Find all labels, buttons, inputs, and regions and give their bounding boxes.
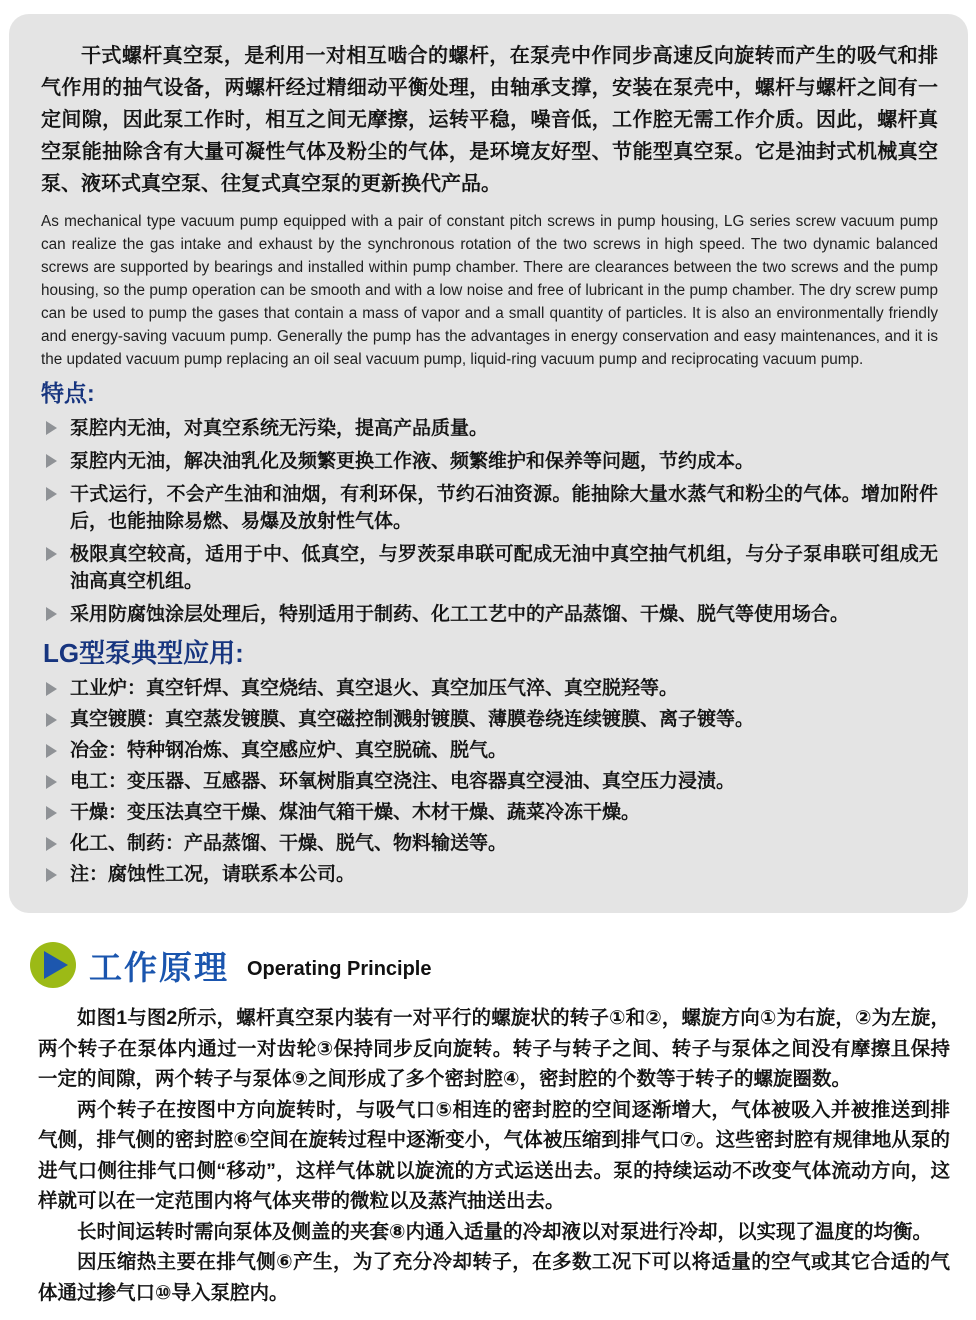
section-header [30,939,976,991]
bullet-arrow-icon [46,713,57,727]
feature-item [41,448,938,475]
intro-panel [9,14,968,913]
play-icon [30,942,76,988]
application-item-text: 真空镀膜：真空蒸发镀膜、真空磁控制溅射镀膜、薄膜卷绕连续镀膜、离子镀等。 [70,709,755,730]
application-item-text: 干燥：变压法真空干燥、煤油气箱干燥、木材干燥、蔬菜冷冻干燥。 [70,802,641,823]
application-item [41,831,938,856]
application-item-text: 冶金：特种钢冶炼、真空感应炉、真空脱硫、脱气。 [70,740,508,761]
application-item [41,862,938,887]
applications-list [41,676,938,887]
principle-paragraph: 两个转子在按图中方向旋转时，与吸气口⑤相连的密封腔的空间逐渐增大，气体被吸入并被推送到排气侧，排气侧的密封腔⑥空间在旋转过程中逐渐变小，气体被压缩到排气口⑦。这些密封腔有规律地从泵的进气口侧往排气口侧“移动”，这样气体就以旋流的方式运送出去。泵的持续运动不改变气体流动方向，这样就可以在一定范围内将气体夹带的微粒以及蒸汽抽送出去。 [38,1098,950,1212]
principle-body [38,1003,950,1308]
feature-item-text: 泵腔内无油，对真空系统无污染，提高产品质量。 [70,418,489,439]
play-triangle-icon [44,951,68,979]
section-title-zh: 工作原理 [89,948,229,986]
bullet-arrow-icon [46,607,57,621]
bullet-arrow-icon [46,454,57,468]
bullet-arrow-icon [46,547,57,561]
application-item [41,676,938,701]
feature-item [41,481,938,535]
application-item [41,769,938,794]
bullet-arrow-icon [46,744,57,758]
section-title-en: Operating Principle [247,957,432,980]
features-list [41,415,938,628]
features-heading: 特点: [41,380,95,406]
bullet-arrow-icon [46,806,57,820]
feature-item [41,541,938,595]
application-item-text: 工业炉：真空钎焊、真空烧结、真空退火、真空加压气淬、真空脱羟等。 [70,678,679,699]
feature-item [41,601,938,628]
feature-item-text: 极限真空较高，适用于中、低真空，与罗茨泵串联可配成无油中真空抽气机组，与分子泵串联可组成无油高真空机组。 [70,544,938,592]
feature-item-text: 泵腔内无油，解决油乳化及频繁更换工作液、频繁维护和保养等问题，节约成本。 [70,451,755,472]
principle-paragraph: 因压缩热主要在排气侧⑥产生，为了充分冷却转子，在多数工况下可以将适量的空气或其它合适的气体通过掺气口⑩导入泵腔内。 [38,1251,950,1304]
feature-item-text: 干式运行，不会产生油和油烟，有利环保，节约石油资源。能抽除大量水蒸气和粉尘的气体。增加附件后，也能抽除易燃、易爆及放射性气体。 [70,484,938,532]
intro-paragraph-zh: 干式螺杆真空泵，是利用一对相互啮合的螺杆，在泵壳中作同步高速反向旋转而产生的吸气和排气作用的抽气设备，两螺杆经过精细动平衡处理，由轴承支撑，安装在泵壳中，螺杆与螺杆之间有一定间隙，因此泵工作时，相互之间无摩擦，运转平稳，噪音低，工作腔无需工作介质。因此，螺杆真空泵能抽除含有大量可凝性气体及粉尘的气体，是环境友好型、节能型真空泵。它是油封式机械真空泵、液环式真空泵、往复式真空泵的更新换代产品。 [41,45,938,195]
operating-principle-section [0,939,976,1308]
principle-paragraph: 长时间运转时需向泵体及侧盖的夹套⑧内通入适量的冷却液以对泵进行冷却，以实现了温度的均衡。 [77,1220,933,1243]
bullet-arrow-icon [46,487,57,501]
bullet-arrow-icon [46,421,57,435]
application-item-text: 化工、制药：产品蒸馏、干燥、脱气、物料输送等。 [70,833,508,854]
application-item-text: 注：腐蚀性工况，请联系本公司。 [70,864,356,885]
feature-item [41,415,938,442]
bullet-arrow-icon [46,868,57,882]
bullet-arrow-icon [46,775,57,789]
application-item [41,738,938,763]
bullet-arrow-icon [46,837,57,851]
feature-item-text: 采用防腐蚀涂层处理后，特别适用于制药、化工工艺中的产品蒸馏、干燥、脱气等使用场合。 [70,604,850,625]
application-item [41,707,938,732]
application-item [41,800,938,825]
principle-paragraph: 如图1与图2所示，螺杆真空泵内装有一对平行的螺旋状的转子①和②，螺旋方向①为右旋，②为左旋，两个转子在泵体内通过一对齿轮③保持同步反向旋转。转子与转子之间、转子与泵体之间没有摩擦且保持一定的间隙，两个转子与泵体⑨之间形成了多个密封腔④，密封腔的个数等于转子的螺旋圈数。 [38,1007,950,1090]
application-item-text: 电工：变压器、互感器、环氧树脂真空浇注、电容器真空浸油、真空压力浸渍。 [70,771,736,792]
intro-paragraph-en: As mechanical type vacuum pump equipped with a pair of constant pitch screws in pump housing, LG series screw vacuum pump can realize the gas intake and exhaust by the synchronous rotation of the two screws in high speed. The two dynamic balanced screws are supported by bearings and installed within pump chamber. There are clearances between the two screws and the pump housing, so the pump operation can be smooth and with a low noise and free of lubricant in the pump chamber. The dry screw pump can be used to pump the gases that contain a mass of vapor and a small quantity of particles. It is also an environmentally friendly and energy-saving vacuum pump. Generally the pump has the advantages in energy conservation and easy maintenances, and it is the updated vacuum pump replacing an oil seal vacuum pump, liquid-ring vacuum pump and reciprocating vacuum pump. [41,213,938,368]
applications-heading: LG型泵典型应用: [43,638,244,668]
bullet-arrow-icon [46,682,57,696]
